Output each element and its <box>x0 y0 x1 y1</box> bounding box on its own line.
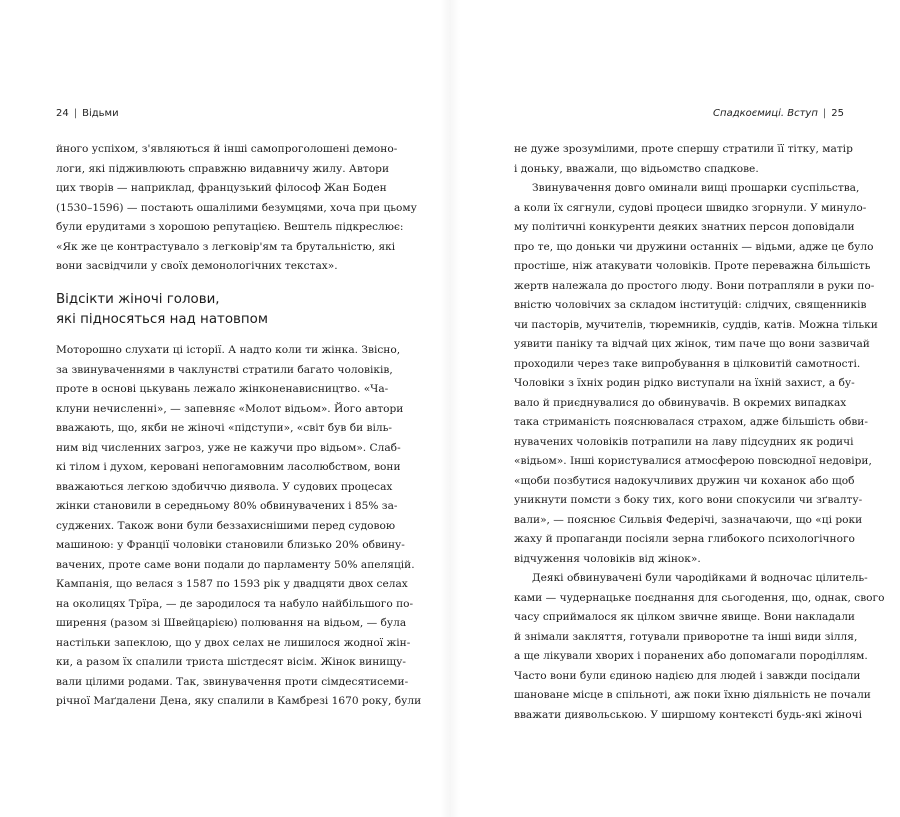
subheading-line: Відсікти жіночі голови, <box>56 292 220 307</box>
right-page-number: 25 <box>831 108 844 119</box>
text-line: проходили через таке випробування в цілковитій самотності. <box>514 357 861 370</box>
text-line: Кампанія, що велася з 1587 по 1593 рік у двадцяти двох селах <box>56 578 408 590</box>
text-line: клуни нечисленні», — запевняє «Молот відьом». Його автори <box>56 402 404 415</box>
text-line: суджених. Також вони були беззахиснішими перед судовою <box>56 519 396 532</box>
text-line: Чоловіки з їхніх родин рідко виступали на їхній захист, а бу- <box>514 377 855 389</box>
text-line: вважають, що, якби не жіночі «підступи», «світ був би віль- <box>56 422 392 434</box>
text-line: за звинуваченнями в чаклунстві стратили багато чоловіків, <box>56 363 393 376</box>
text-line: шановане місце в спільноті, аж поки їхню діяльність не почали <box>514 689 871 701</box>
text-line: Часто вони були єдиною надією для людей і завжди посідали <box>514 669 861 682</box>
text-line: й знімали закляття, готували приворотне та інші види зілля, <box>514 630 858 643</box>
text-line: були ерудитами з хорошою репутацією. Beштель підкреслює: <box>56 221 404 233</box>
text-line: вало й приєднувалися до обвинувачів. В окремих випадках <box>514 396 847 409</box>
text-line: річної Маґдалени Дена, яку спалили в Камбрезі 1670 року, були <box>56 695 422 707</box>
text-line: жаху й пропаганди посіяли зерна глибокого психологічного <box>514 533 855 545</box>
text-line: вачених, проте саме вони подали до парламенту 50% апеляцій. <box>56 558 415 571</box>
right-text-body <box>514 140 885 725</box>
left-text-block-1 <box>56 140 417 277</box>
text-line: ками — чудернацьке поєднання для сьогодення, що, однак, свого <box>514 591 885 604</box>
text-line: а коли їх сягнули, судові процеси швидко згорнули. У минуло- <box>514 201 867 214</box>
paragraph <box>514 140 853 179</box>
header-separator: | <box>822 108 827 119</box>
right-header-title: Спадкоємиці. Вступ <box>713 108 818 119</box>
text-line: Звинувачення довго оминали вищі прошарки суспільства, <box>532 182 860 194</box>
text-line: логи, які підживлюють справжню видавничу жилу. Автори <box>56 162 390 175</box>
text-line: вони засвідчили у своїх демонологічних текстах». <box>56 260 338 272</box>
text-line: простіше, ніж атакувати чоловіків. Проте переважна більшість <box>514 260 871 272</box>
text-line: йного успіхом, з'являються й інші самопроголошені демоно- <box>56 143 398 155</box>
text-line: «щоби позбутися надокучливих дружин чи коханок або щоб <box>514 474 855 487</box>
text-line: «Як же це контрастувало з легковір'ям та брутальністю, які <box>56 240 396 253</box>
text-line: машиною: у Франції чоловіки становили близько 20% обвину- <box>56 539 405 551</box>
text-line: і доньку, вважали, що відьомство спадкове. <box>514 162 759 175</box>
text-line: цих творів — наприклад, французький філософ Жан Боден <box>56 182 387 194</box>
right-page <box>450 0 900 817</box>
text-line: «відьом». Інші користувалися атмосферою повсюдної недовіри, <box>514 455 872 467</box>
text-line: вважати диявольською. У ширшому контексті будь-які жіночі <box>514 708 863 721</box>
text-line: нувачених чоловіків потрапили на лаву підсудних як родичі <box>514 435 854 448</box>
left-running-header <box>56 108 119 119</box>
paragraph <box>514 569 885 725</box>
text-line: а ще лікували хворих і поранених або допомагали породіллям. <box>514 650 868 662</box>
text-line: Моторошно слухати ці історії. А надто коли ти жінка. Звісно, <box>56 344 401 356</box>
text-line: ширення (разом зі Швейцарією) полювання на відьом, — була <box>56 617 407 629</box>
text-line: вважаються легкою здобиччю диявола. У судових процесах <box>56 480 393 493</box>
text-line: уникнути помсти з боку тих, кого вони спокусили чи зґвалту- <box>514 494 863 506</box>
text-line: часу сприймалося як цілком звичне явище. Вони накладали <box>514 611 855 623</box>
right-running-header <box>713 108 844 119</box>
text-line: ки, а разом їх спалили триста шістдесят вісім. Жінок винищу- <box>56 656 406 668</box>
text-line: кі тілом і духом, керовані непогамовним ласолюбством, вони <box>56 461 401 473</box>
text-line: така стриманість пояснювалася страхом, адже більшість обви- <box>514 416 868 428</box>
section-subheading <box>56 290 386 330</box>
subheading-line: які підносяться над натовпом <box>56 312 268 327</box>
header-separator: | <box>73 108 78 119</box>
text-line: уявити паніку та відчай цих жінок, тим паче що вони зазвичай <box>514 338 870 350</box>
text-line: вали цілими родами. Так, звинувачення проти сімдесятисеми- <box>56 675 409 688</box>
text-line: на околицях Трїра, — де зародилося та набуло найбільшого по- <box>56 597 414 610</box>
text-line: (1530–1596) — постають ошалілими безумцями, хоча при цьому <box>56 201 417 214</box>
left-text-block-2 <box>56 341 422 712</box>
text-line: вністю чоловічих за складом інституцій: слідчих, священників <box>514 299 867 311</box>
text-line: настільки запеклою, що у двох селах не лишилося жодної жін- <box>56 636 411 649</box>
text-line: вали», — пояснює Сильвія Федерічі, зазначаючи, що «ці роки <box>514 513 863 526</box>
text-line: Деякі обвинувачені були чародійками й водночас цілитель- <box>532 572 868 584</box>
text-line: ним від численних загроз, уже не кажучи про відьом». Слаб- <box>56 441 401 454</box>
text-line: жінки становили в середньому 80% обвинувачених і 85% за- <box>56 500 398 512</box>
left-header-title: Відьми <box>82 108 119 119</box>
text-line: проте в основі цькувань лежало жінконенависництво. «Ча- <box>56 383 389 395</box>
text-line: жертв належала до простого люду. Вони потрапляли в руки по- <box>514 279 875 292</box>
paragraph <box>514 179 878 569</box>
text-line: чи пасторів, мучителів, тюремників, суддів, катів. Можна тільки <box>514 318 878 331</box>
text-line: не дуже зрозумілими, проте спершу стратили її тітку, матір <box>514 143 853 155</box>
text-line: відчуження чоловіків від жінок». <box>514 552 701 565</box>
text-line: му політичні конкуренти деяких знатних персон доповідали <box>514 221 855 233</box>
text-line: про те, що доньки чи дружини останніх — відьми, адже це було <box>514 240 874 253</box>
left-page-number: 24 <box>56 108 69 119</box>
